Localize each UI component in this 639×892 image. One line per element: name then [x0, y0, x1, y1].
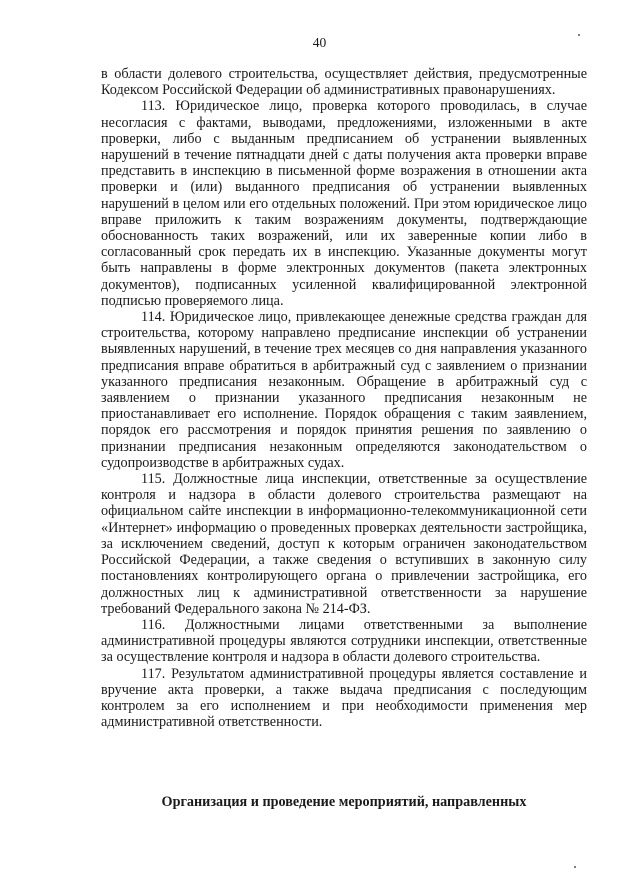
paragraph-continuation: в области долевого строительства, осуществляет действия, предусмотренные Кодексом Российской Федерации об административных правонарушениях.	[101, 66, 587, 99]
paragraph-117: 117. Результатом административной процедуры является составление и вручение акта проверки, а также выдача предписания с последующим контролем за его исполнением и при необходимости применения мер административной ответственности.	[101, 665, 587, 731]
body-text	[101, 66, 587, 730]
scan-speck	[574, 866, 576, 868]
scan-speck	[578, 34, 580, 36]
paragraph-115: 115. Должностные лица инспекции, ответственные за осуществление контроля и надзора в области долевого строительства размещают на официальном сайте инспекции в информационно-телекоммуникационной сети «Интернет» информацию о проведенных проверках деятельности застройщика, за исключением сведений, доступ к которым ограничен законодательством Российской Федерации, а также сведения о вступивших в законную силу постановлениях контролирующего органа о привлечении застройщика, его должностных лиц к административной ответственности за нарушение требований Федерального закона № 214-ФЗ.	[101, 471, 587, 617]
paragraph-116: 116. Должностными лицами ответственными за выполнение административной процедуры являются сотрудники инспекции, ответственные за осуществление контроля и надзора в области долевого строительства.	[101, 616, 587, 666]
paragraph-113: 113. Юридическое лицо, проверка которого проводилась, в случае несогласия с фактами, выводами, предложениями, изложенными в акте проверки, либо с выданным предписанием об устранении выявленных нарушений в течение пятнадцати дней с даты получения акта проверки вправе представить в инспекцию в письменной форме возражения в отношении акта проверки и (или) выданного предписания об устранении выявленных нарушений в целом или его отдельных положений. При этом юридическое лицо вправе приложить к таким возражениям документы, подтверждающие обоснованность таких возражений, или их заверенные копии либо в согласованный срок передать их в инспекцию. Указанные документы могут быть направлены в форме электронных документов (пакета электронных документов), подписанных усиленной квалифицированной электронной подписью проверяемого лица.	[101, 98, 587, 309]
paragraph-114: 114. Юридическое лицо, привлекающее денежные средства граждан для строительства, которому направлено предписание инспекции об устранении выявленных нарушений, в течение трех месяцев со дня направления указанного предписания вправе обратиться в арбитражный суд с заявлением о признании указанного предписания незаконным. Обращение в арбитражный суд с заявлением о признании указанного предписания незаконным не приостанавливает его исполнение. Порядок обращения с таким заявлением, порядок его рассмотрения и порядок принятия решения по заявлению о признании предписания незаконным определяются законодательством о судопроизводстве в арбитражных судах.	[101, 309, 587, 471]
page-number: 40	[312, 35, 327, 50]
section-heading: Организация и проведение мероприятий, направленных	[161, 794, 527, 810]
